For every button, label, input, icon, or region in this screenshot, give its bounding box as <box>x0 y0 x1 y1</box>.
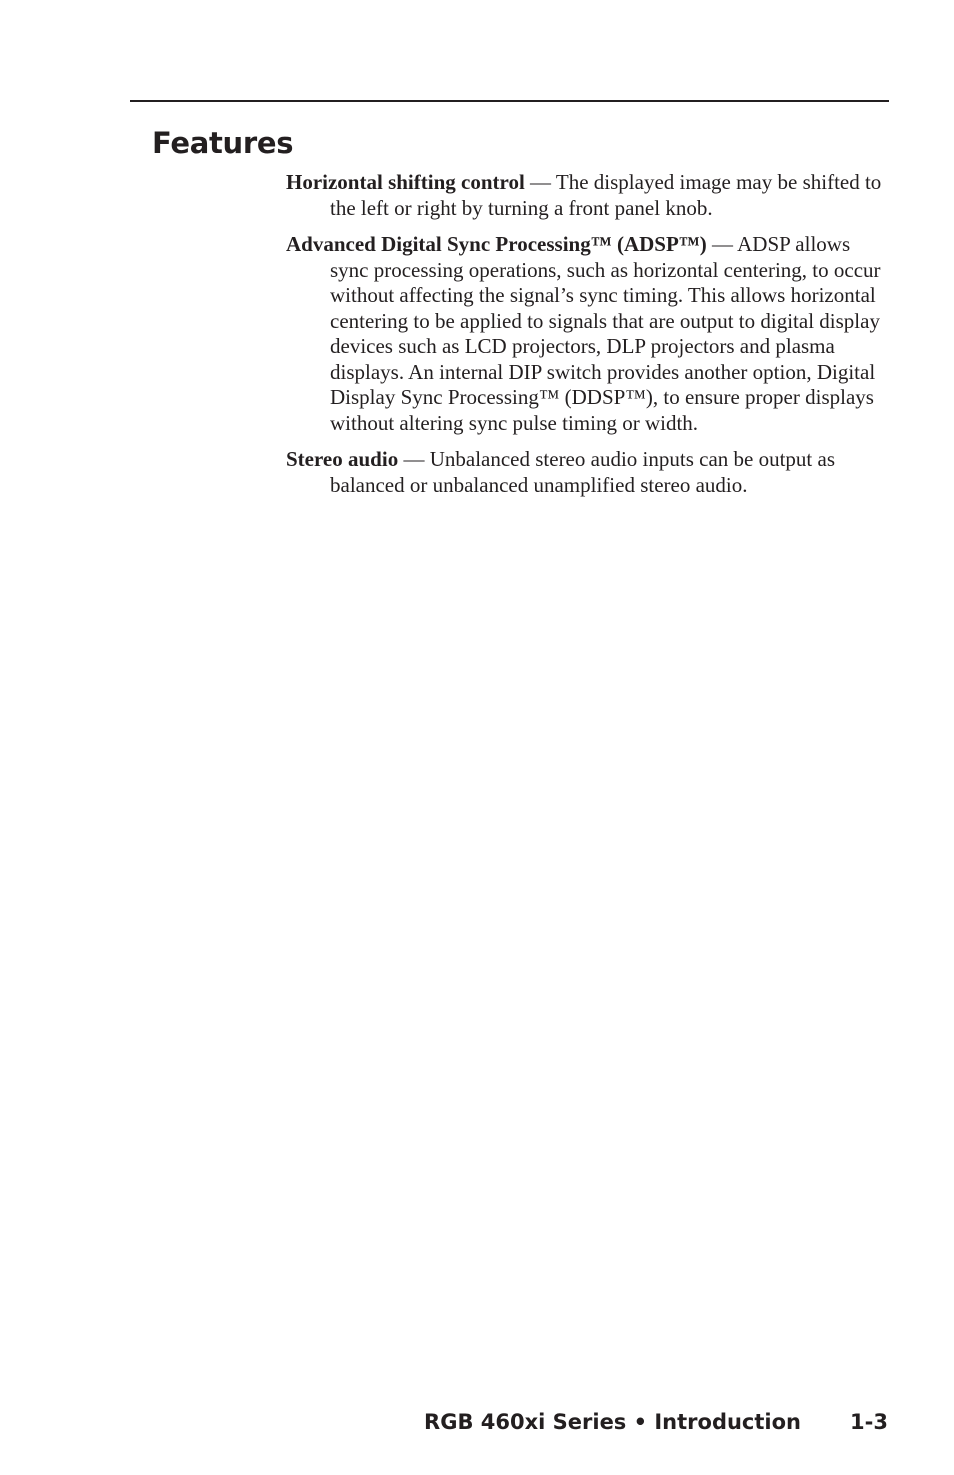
feature-description: — Unbalanced stereo audio inputs can be output as balanced or unbalanced unamplified stereo audio. <box>330 447 835 497</box>
feature-item-stereo-audio <box>286 447 892 498</box>
feature-description: — ADSP allows sync processing operations, such as horizontal centering, to occur without affecting the signal’s sync timing. This allows horizontal centering to be applied to signals that are output to digital display devices such as LCD projectors, DLP projectors and plasma displays. An internal DIP switch provides another option, Digital Display Sync Processing™ (DDSP™), to ensure proper displays without altering sync pulse timing or width. <box>330 232 881 435</box>
feature-term: Advanced Digital Sync Processing™ (ADSP™) <box>286 232 707 256</box>
section-heading: Features <box>152 126 294 160</box>
page-footer <box>0 1406 954 1438</box>
feature-description: — The displayed image may be shifted to the left or right by turning a front panel knob. <box>330 170 882 220</box>
feature-item-adsp <box>286 232 892 436</box>
feature-item-horizontal-shifting <box>286 170 892 221</box>
feature-term: Stereo audio <box>286 447 399 471</box>
footer-title: RGB 460xi Series • Introduction <box>424 1410 801 1434</box>
feature-list <box>286 170 892 509</box>
page-number: 1-3 <box>850 1410 888 1434</box>
header-rule <box>130 100 889 102</box>
feature-term: Horizontal shifting control <box>286 170 525 194</box>
